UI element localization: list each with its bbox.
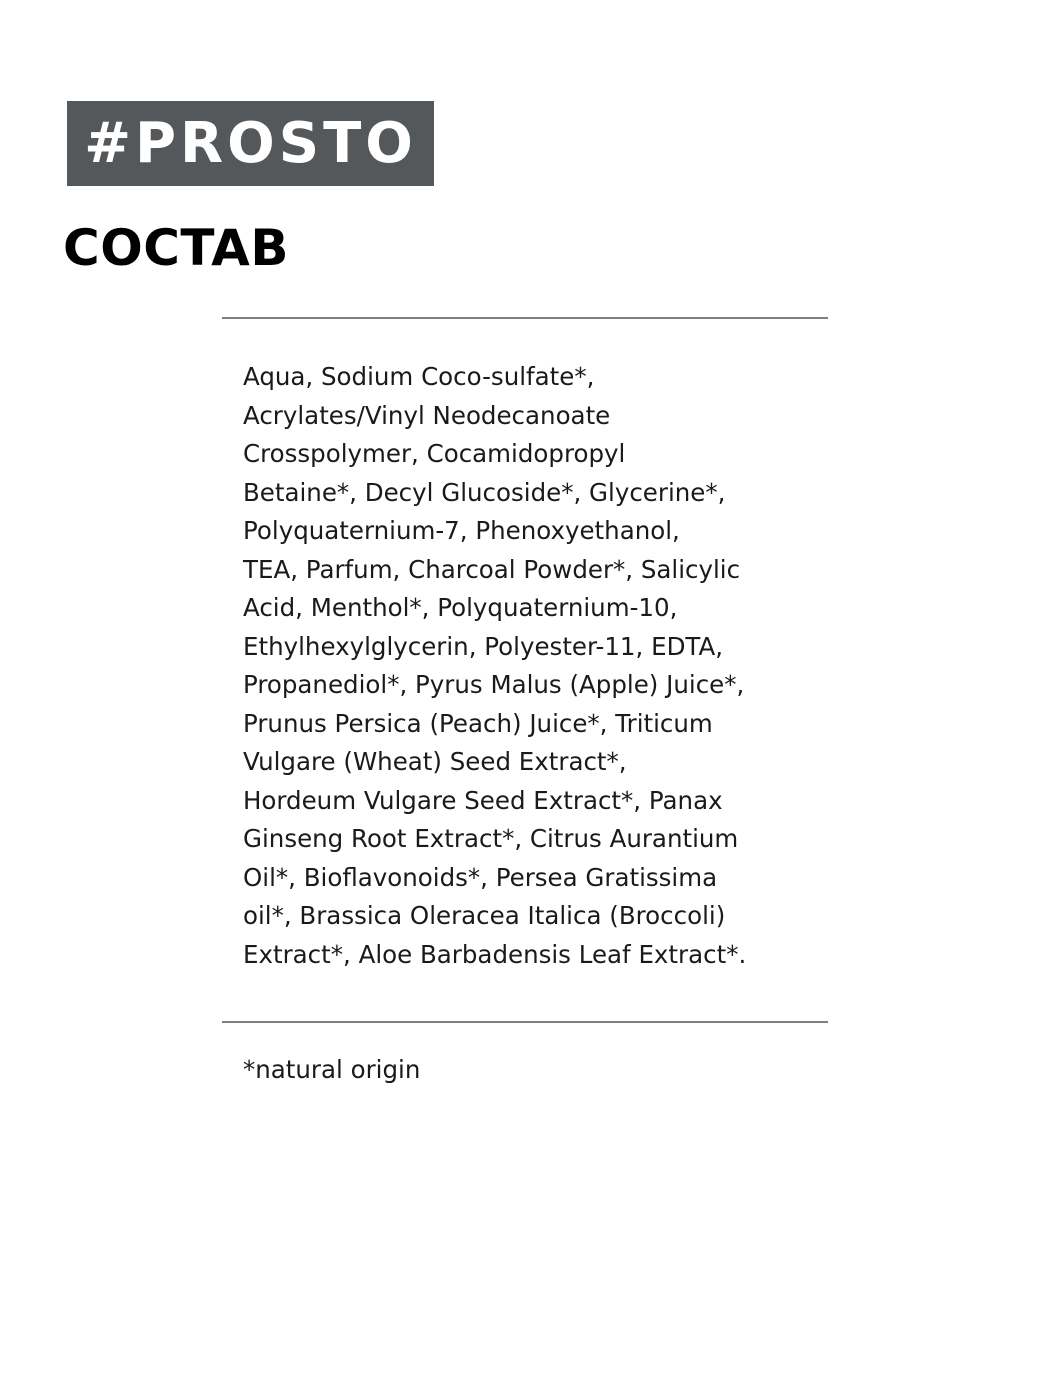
ingredients-line: Acrylates/Vinyl Neodecanoate [243, 400, 611, 430]
brand-label: #PROSTO [84, 110, 417, 176]
ingredients-line: Oil*, Bioflavonoids*, Persea Gratissima [243, 862, 718, 892]
ingredients-line: Crosspolymer, Cocamidopropyl [243, 439, 626, 468]
ingredients-line: Vulgare (Wheat) Seed Extract*, [243, 747, 627, 776]
ingredients-line: Ethylhexylglycerin, Polyester-11, EDTA, [243, 631, 724, 661]
top-divider [222, 317, 828, 319]
ingredients-list [243, 358, 843, 974]
ingredients-line: Prunus Persica (Peach) Juice*, Triticum [243, 708, 713, 738]
ingredients-line: Ginseng Root Extract*, Citrus Aurantium [243, 824, 739, 853]
ingredients-line: Acid, Menthol*, Polyquaternium-10, [243, 593, 678, 622]
brand-label-box [67, 101, 434, 186]
ingredients-line: Polyquaternium-7, Phenoxyethanol, [243, 516, 680, 545]
ingredients-line: Aqua, Sodium Coco-sulfate*, [243, 362, 595, 391]
ingredients-line: oil*, Brassica Oleracea Italica (Broccoli) [243, 901, 726, 930]
section-title: COCTAB [63, 219, 289, 277]
ingredients-line: TEA, Parfum, Charcoal Powder*, Salicylic [243, 554, 741, 584]
ingredients-line: Hordeum Vulgare Seed Extract*, Panax [243, 785, 723, 815]
natural-origin-footnote: *natural origin [243, 1055, 421, 1084]
ingredients-line: Propanediol*, Pyrus Malus (Apple) Juice*, [243, 670, 745, 699]
ingredients-line: Extract*, Aloe Barbadensis Leaf Extract*. [243, 939, 747, 969]
ingredients-line: Betaine*, Decyl Glucoside*, Glycerine*, [243, 477, 726, 507]
bottom-divider [222, 1021, 828, 1023]
